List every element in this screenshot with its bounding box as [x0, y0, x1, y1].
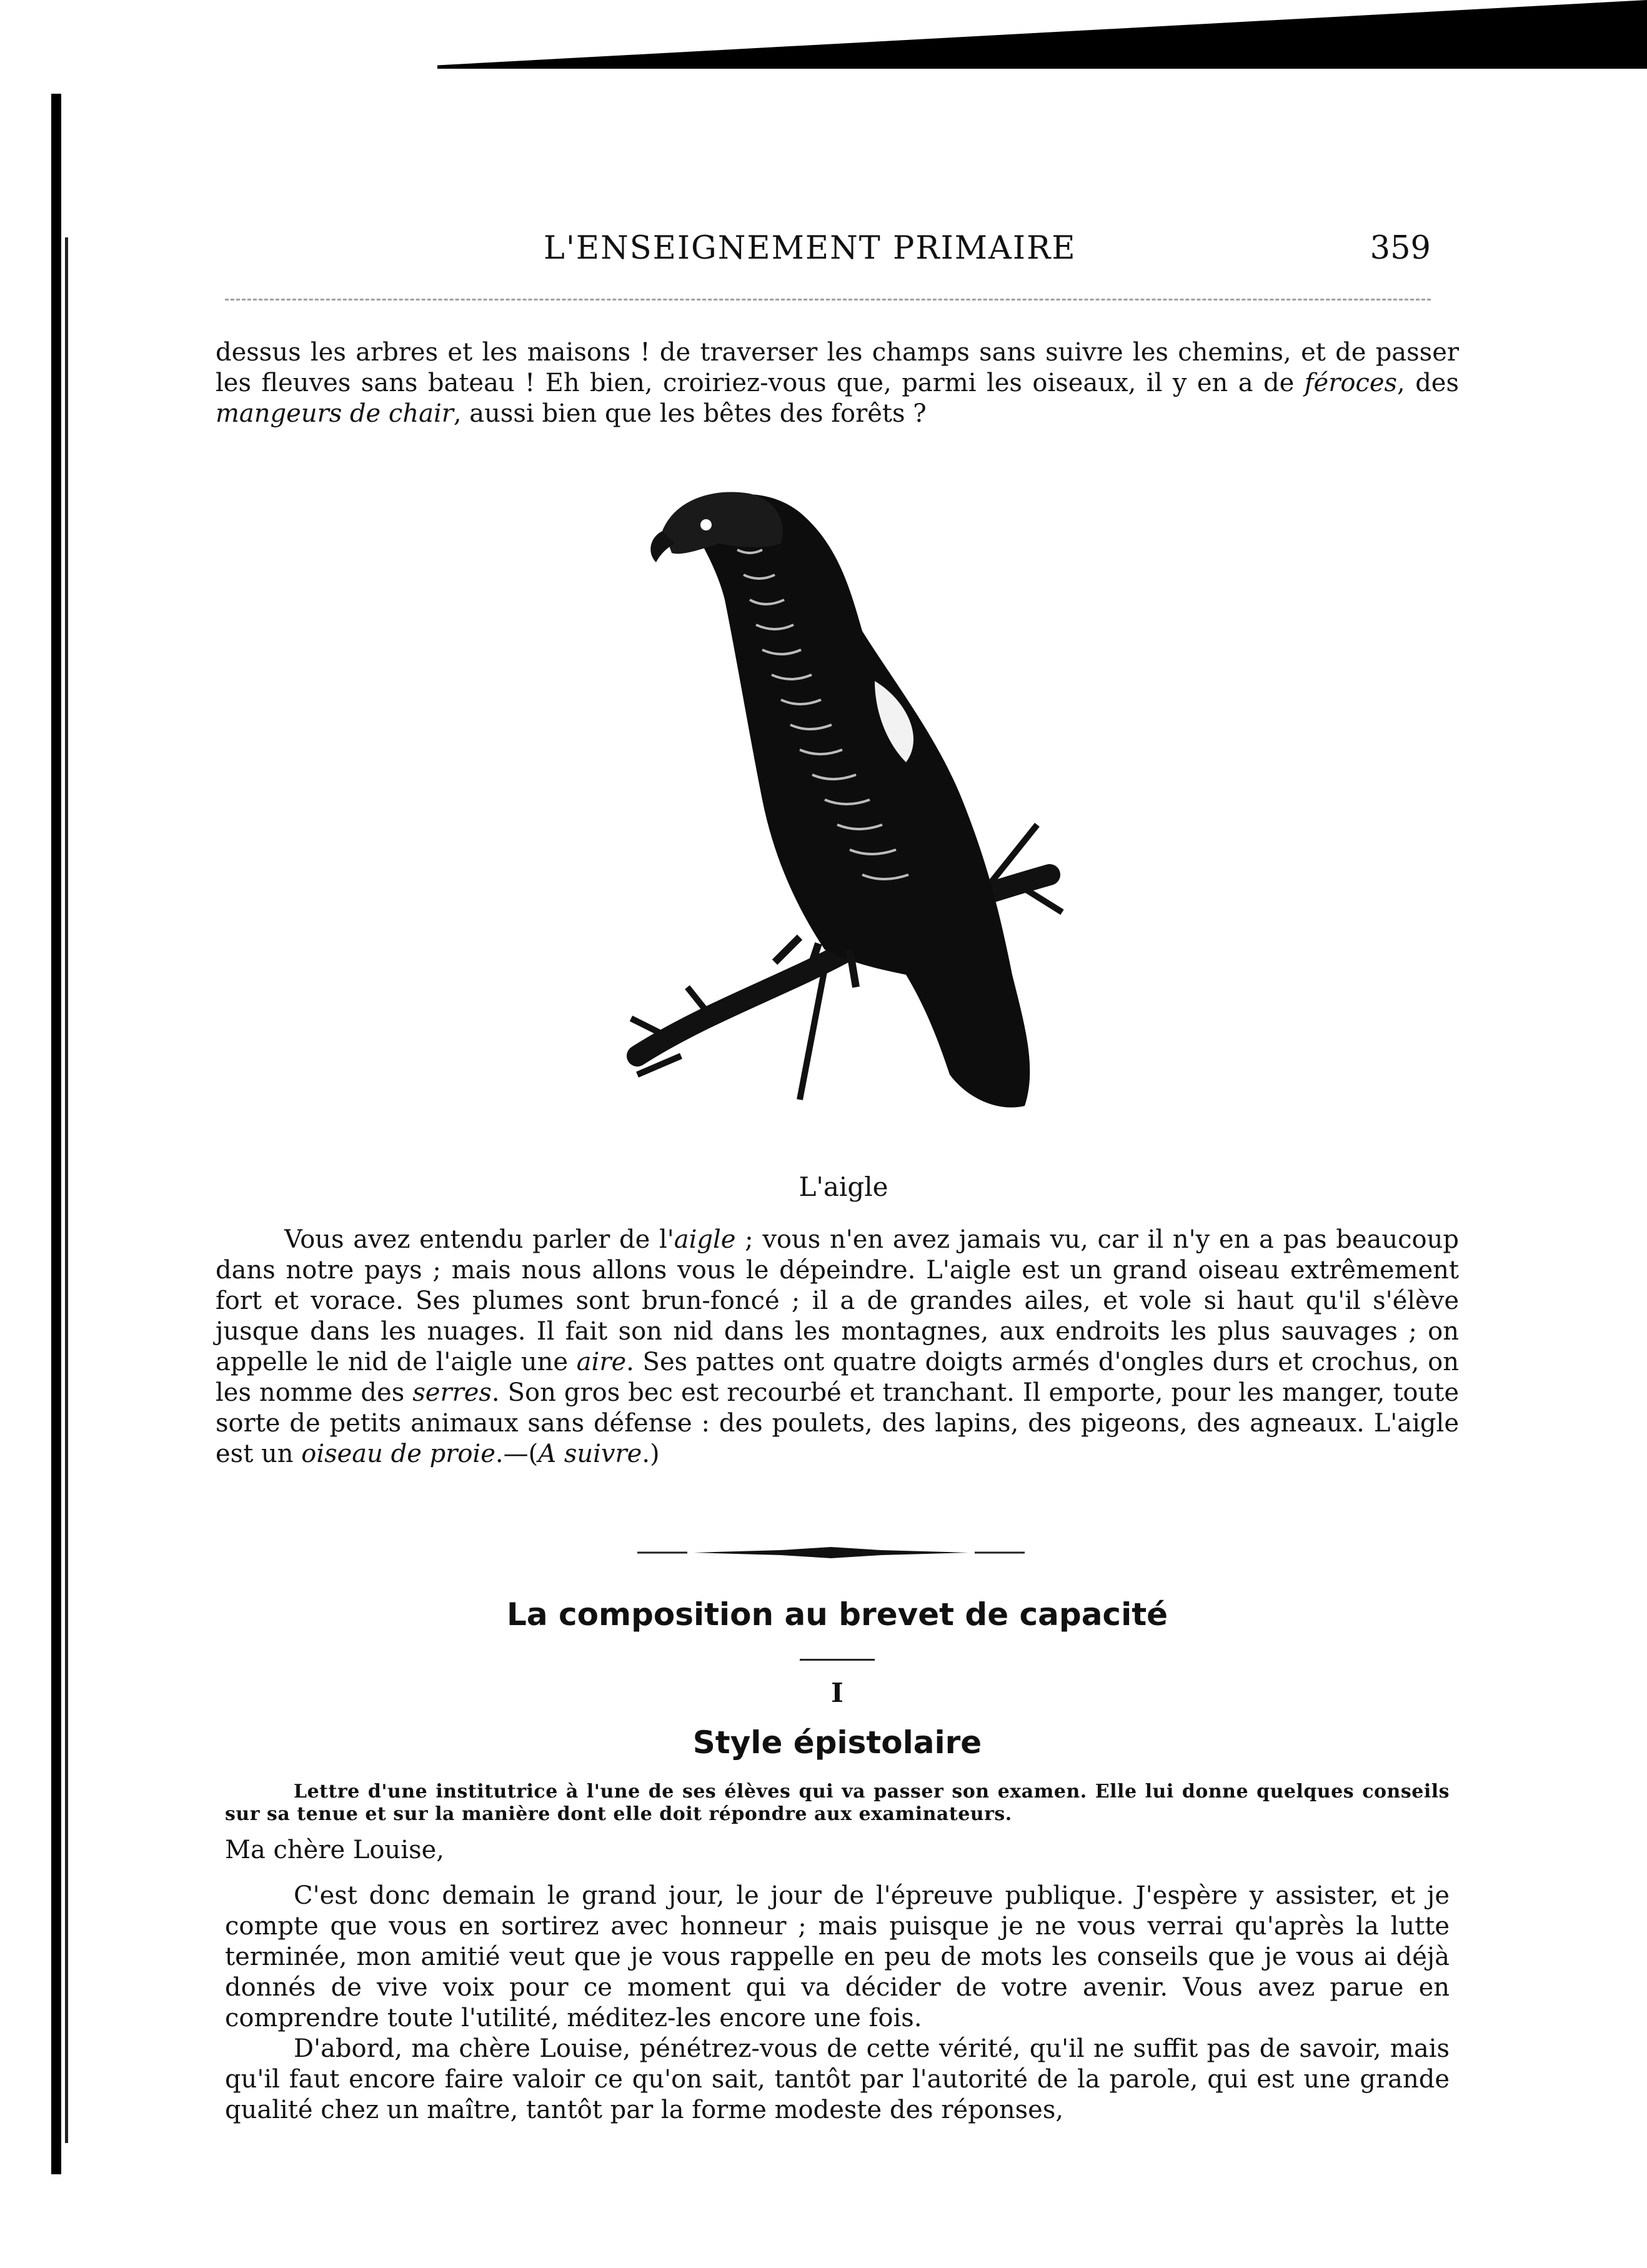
eagle-illustration [612, 475, 1087, 1150]
letter-salutation: Ma chère Louise, [225, 1836, 444, 1864]
figure-caption: L'aigle [799, 1171, 888, 1202]
letter-paragraph: D'abord, ma chère Louise, pénétrez-vous de cette vérité, qu'il ne suffit pas de savoir, mais qu'il faut encore faire valoir ce qu'on sait, tantôt par l'autorité de la parole, qui est une grande qualité chez un maître, tantôt par la forme modeste des réponses, [225, 2034, 1450, 2124]
page-header [225, 230, 1431, 280]
scan-edge-left-inner [65, 237, 68, 2143]
title-underline [800, 1659, 875, 1661]
section-title: La composition au brevet de capacité [506, 1596, 1168, 1633]
section-subtitle: Style épistolaire [692, 1724, 982, 1761]
ornamental-divider [637, 1543, 1025, 1562]
paragraph-continued: dessus les arbres et les maisons ! de traverser les champs sans suivre les chemins, et de passer les fleuves sans bateau ! Eh bien, croiriez-vous que, parmi les oiseaux, il y en a de féroces, des mangeurs de chair, aussi bien que les bêtes des forêts ? [216, 338, 1459, 428]
scan-edge-top [437, 0, 1647, 69]
section-number: I [831, 1678, 843, 1708]
header-divider [225, 299, 1431, 302]
page-number: 359 [1370, 230, 1431, 267]
section-intro: Lettre d'une institutrice à l'une de ses élèves qui va passer son examen. Elle lui donne quelques conseils sur sa tenue et sur la manière dont elle doit répondre aux examinateurs. [225, 1781, 1450, 1825]
eagle-engraving-icon [612, 475, 1087, 1150]
letter-paragraph: C'est donc demain le grand jour, le jour de l'épreuve publique. J'espère y assister, et je compte que vous en sortirez avec honneur ; mais puisque je ne vous verrai qu'après la lutte terminée, mon amitié veut que je vous rappelle en peu de mots les conseils que je vous ai déjà donnés de vive voix pour ce moment qui va décider de votre avenir. Vous avez parue en comprendre toute l'utilité, méditez-les encore une fois. [225, 1881, 1450, 2032]
scan-edge-left [51, 94, 61, 2174]
paragraph-eagle-description: Vous avez entendu parler de l'aigle ; vous n'en avez jamais vu, car il n'y en a pas beaucoup dans notre pays ; mais nous allons vous le dépeindre. L'aigle est un grand oiseau extrêmement fort et vorace. Ses plumes sont brun-foncé ; il a de grandes ailes, et vole si haut qu'il s'élève jusque dans les nuages. Il fait son nid dans les montagnes, aux endroits les plus sauvages ; on appelle le nid de l'aigle une aire. Ses pattes ont quatre doigts armés d'ongles durs et crochus, on les nomme des serres. Son gros bec est recourbé et tranchant. Il emporte, pour les manger, toute sorte de petits animaux sans défense : des poulets, des lapins, des pigeons, des agneaux. L'aigle est un oiseau de proie.—(A suivre.) [216, 1225, 1460, 1468]
running-title: L'ENSEIGNEMENT PRIMAIRE [544, 230, 1077, 267]
letter-body [225, 1881, 1450, 2126]
